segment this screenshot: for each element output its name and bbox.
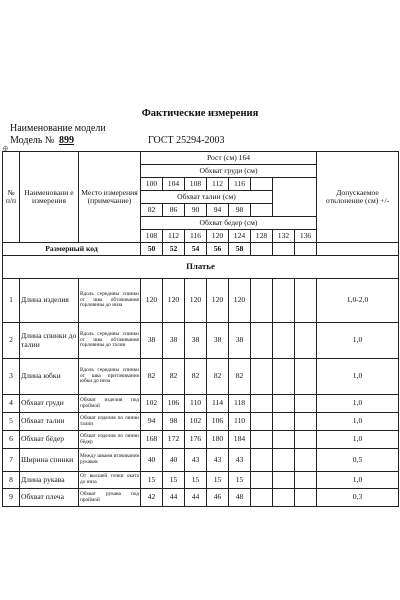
chest-value: 108 (185, 178, 207, 191)
waist-value: 94 (207, 204, 229, 217)
measurement-value: 44 (185, 489, 207, 507)
measurement-value: 43 (207, 449, 229, 472)
tolerance-value: 1,0 (317, 413, 399, 431)
measurement-row (3, 431, 399, 449)
empty-cell (273, 489, 295, 507)
empty-cell (273, 359, 295, 395)
col-header-tolerance: Допускаемое отклонение (см) +/- (317, 152, 399, 243)
measurement-value: 120 (185, 279, 207, 323)
measurement-place: Обхват изделия под проймой (79, 395, 141, 413)
model-line (10, 135, 390, 146)
empty-cell (251, 243, 273, 256)
model-number: 899 (58, 135, 74, 146)
empty-cell (273, 472, 295, 489)
hip-header: Обхват бедер (см) (141, 217, 317, 230)
measurement-name: Ширина спинки (20, 449, 79, 472)
measurement-value: 82 (229, 359, 251, 395)
empty-cell (295, 323, 317, 359)
waist-value: 90 (185, 204, 207, 217)
chest-header: Обхват груди (см) (141, 165, 317, 178)
waist-value: 98 (229, 204, 251, 217)
tolerance-value: 1,0 (317, 472, 399, 489)
measurement-name: Длина юбки (20, 359, 79, 395)
col-header-name: Наименовани е измерения (20, 152, 79, 243)
measurement-place: Между швами втачивания рукавов (79, 449, 141, 472)
empty-cell (273, 323, 295, 359)
measurement-row (3, 413, 399, 431)
measurement-value: 15 (141, 472, 163, 489)
chest-value: 116 (229, 178, 251, 191)
col-header-place: Место измерения (примечание) (79, 152, 141, 243)
tolerance-value: 1,0 (317, 431, 399, 449)
measurement-value: 172 (163, 431, 185, 449)
measurement-value: 15 (185, 472, 207, 489)
empty-cell (317, 243, 399, 256)
measurement-place: Вдоль середины спинки от шва обтачивания горловины до талии (79, 323, 141, 359)
measurement-value: 40 (141, 449, 163, 472)
section-title: Платье (3, 256, 399, 279)
measurement-row (3, 395, 399, 413)
measurement-place: Обхват изделия по линии бёдер (79, 431, 141, 449)
measurement-value: 43 (229, 449, 251, 472)
measurement-value: 102 (141, 395, 163, 413)
tolerance-value: 0,5 (317, 449, 399, 472)
empty-cell (251, 472, 273, 489)
hip-value: 124 (229, 230, 251, 243)
row-number: 1 (3, 279, 20, 323)
measurement-name: Длина изделия (20, 279, 79, 323)
empty-cell (251, 279, 273, 323)
measurements-table (2, 151, 399, 507)
measurement-value: 168 (141, 431, 163, 449)
size-code: 58 (229, 243, 251, 256)
measurement-value: 48 (229, 489, 251, 507)
empty-cell (273, 413, 295, 431)
tolerance-value: 1,0-2,0 (317, 279, 399, 323)
empty-cell (251, 359, 273, 395)
measurement-name: Длина спинки до талии (20, 323, 79, 359)
measurement-value: 114 (207, 395, 229, 413)
chest-value: 100 (141, 178, 163, 191)
row-number: 3 (3, 359, 20, 395)
empty-cell (273, 279, 295, 323)
empty-cell (251, 395, 273, 413)
measurement-name: Обхват бёдер (20, 431, 79, 449)
measurement-value: 43 (185, 449, 207, 472)
tolerance-value: 1,0 (317, 395, 399, 413)
measurement-value: 40 (163, 449, 185, 472)
empty-cell (251, 489, 273, 507)
empty-cell (251, 323, 273, 359)
measurement-value: 106 (207, 413, 229, 431)
empty-cell (251, 449, 273, 472)
measurement-value: 42 (141, 489, 163, 507)
hip-value: 132 (273, 230, 295, 243)
measurement-value: 98 (163, 413, 185, 431)
measurement-row (3, 279, 399, 323)
measurement-value: 120 (207, 279, 229, 323)
empty-cell (251, 431, 273, 449)
measurement-value: 15 (163, 472, 185, 489)
measurement-place: Вдоль середины спинки от шва обтачивания горловины до низа (79, 279, 141, 323)
empty-cell (295, 472, 317, 489)
row-number: 9 (3, 489, 20, 507)
empty-cell (295, 395, 317, 413)
measurement-value: 82 (141, 359, 163, 395)
measurement-value: 82 (185, 359, 207, 395)
measurement-value: 15 (229, 472, 251, 489)
measurement-row (3, 489, 399, 507)
measurement-value: 82 (207, 359, 229, 395)
col-header-number: № п/п (3, 152, 20, 243)
measurement-value: 46 (207, 489, 229, 507)
measurement-row (3, 449, 399, 472)
measurement-place: Вдоль середины спинки от шва притачивания юбки до низа (79, 359, 141, 395)
waist-value: 82 (141, 204, 163, 217)
measurement-value: 110 (185, 395, 207, 413)
row-number: 6 (3, 431, 20, 449)
measurement-value: 102 (185, 413, 207, 431)
measurement-value: 110 (229, 413, 251, 431)
row-number: 8 (3, 472, 20, 489)
measurement-value: 120 (141, 279, 163, 323)
chest-value: 104 (163, 178, 185, 191)
measurement-value: 184 (229, 431, 251, 449)
measurement-value: 38 (229, 323, 251, 359)
empty-cell (273, 243, 295, 256)
empty-cell (273, 395, 295, 413)
measurement-value: 120 (229, 279, 251, 323)
hip-value: 120 (207, 230, 229, 243)
height-header: Рост (см) 164 (141, 152, 317, 165)
measurement-name: Обхват груди (20, 395, 79, 413)
row-number: 5 (3, 413, 20, 431)
size-code: 54 (185, 243, 207, 256)
size-code: 50 (141, 243, 163, 256)
empty-cell (295, 431, 317, 449)
measurement-value: 44 (163, 489, 185, 507)
hip-value: 108 (141, 230, 163, 243)
chest-value (251, 178, 273, 191)
empty-cell (295, 279, 317, 323)
measurement-value: 38 (185, 323, 207, 359)
row-number: 2 (3, 323, 20, 359)
gost-standard: ГОСТ 25294-2003 (148, 135, 225, 146)
empty-cell (295, 243, 317, 256)
measurement-row (3, 472, 399, 489)
measurement-place: От высшей точки оката до низа (79, 472, 141, 489)
hip-value: 112 (163, 230, 185, 243)
tolerance-value: 0,3 (317, 489, 399, 507)
measurement-value: 120 (163, 279, 185, 323)
measurement-name: Обхват плеча (20, 489, 79, 507)
hip-value: 116 (185, 230, 207, 243)
row-number: 7 (3, 449, 20, 472)
hip-value: 136 (295, 230, 317, 243)
measurement-value: 15 (207, 472, 229, 489)
tolerance-value: 1,0 (317, 323, 399, 359)
measurement-name: Длина рукава (20, 472, 79, 489)
measurement-value: 176 (185, 431, 207, 449)
waist-header: Обхват талии (см) (141, 191, 273, 204)
move-handle-icon[interactable]: ⊕ (2, 144, 9, 153)
empty-cell (295, 359, 317, 395)
empty-cell (273, 178, 317, 217)
document-title: Фактические измерения (141, 108, 259, 119)
measurement-name: Обхват талии (20, 413, 79, 431)
hip-value: 128 (251, 230, 273, 243)
empty-cell (251, 413, 273, 431)
measurement-place: Обхват рукава под проймой (79, 489, 141, 507)
empty-cell (273, 431, 295, 449)
measurement-row (3, 323, 399, 359)
empty-cell (295, 413, 317, 431)
measurement-value: 82 (163, 359, 185, 395)
height-header-row (3, 152, 399, 165)
row-number: 4 (3, 395, 20, 413)
section-row (3, 256, 399, 279)
model-name-label: Наименование модели (10, 123, 106, 134)
size-code-label: Размерный код (3, 243, 141, 256)
measurement-place: Обхват изделия по линии талии (79, 413, 141, 431)
measurement-row (3, 359, 399, 395)
size-code: 52 (163, 243, 185, 256)
empty-cell (273, 449, 295, 472)
waist-value: 86 (163, 204, 185, 217)
measurements-table-body (3, 152, 399, 507)
size-code: 56 (207, 243, 229, 256)
tolerance-value: 1,0 (317, 359, 399, 395)
empty-cell (295, 449, 317, 472)
measurement-value: 38 (141, 323, 163, 359)
chest-value: 112 (207, 178, 229, 191)
measurement-value: 38 (163, 323, 185, 359)
measurement-value: 106 (163, 395, 185, 413)
empty-cell (295, 489, 317, 507)
waist-value (251, 204, 273, 217)
size-code-row (3, 243, 399, 256)
measurement-value: 94 (141, 413, 163, 431)
model-number-label: Модель № (10, 135, 55, 146)
measurement-value: 118 (229, 395, 251, 413)
measurement-value: 180 (207, 431, 229, 449)
measurement-value: 38 (207, 323, 229, 359)
